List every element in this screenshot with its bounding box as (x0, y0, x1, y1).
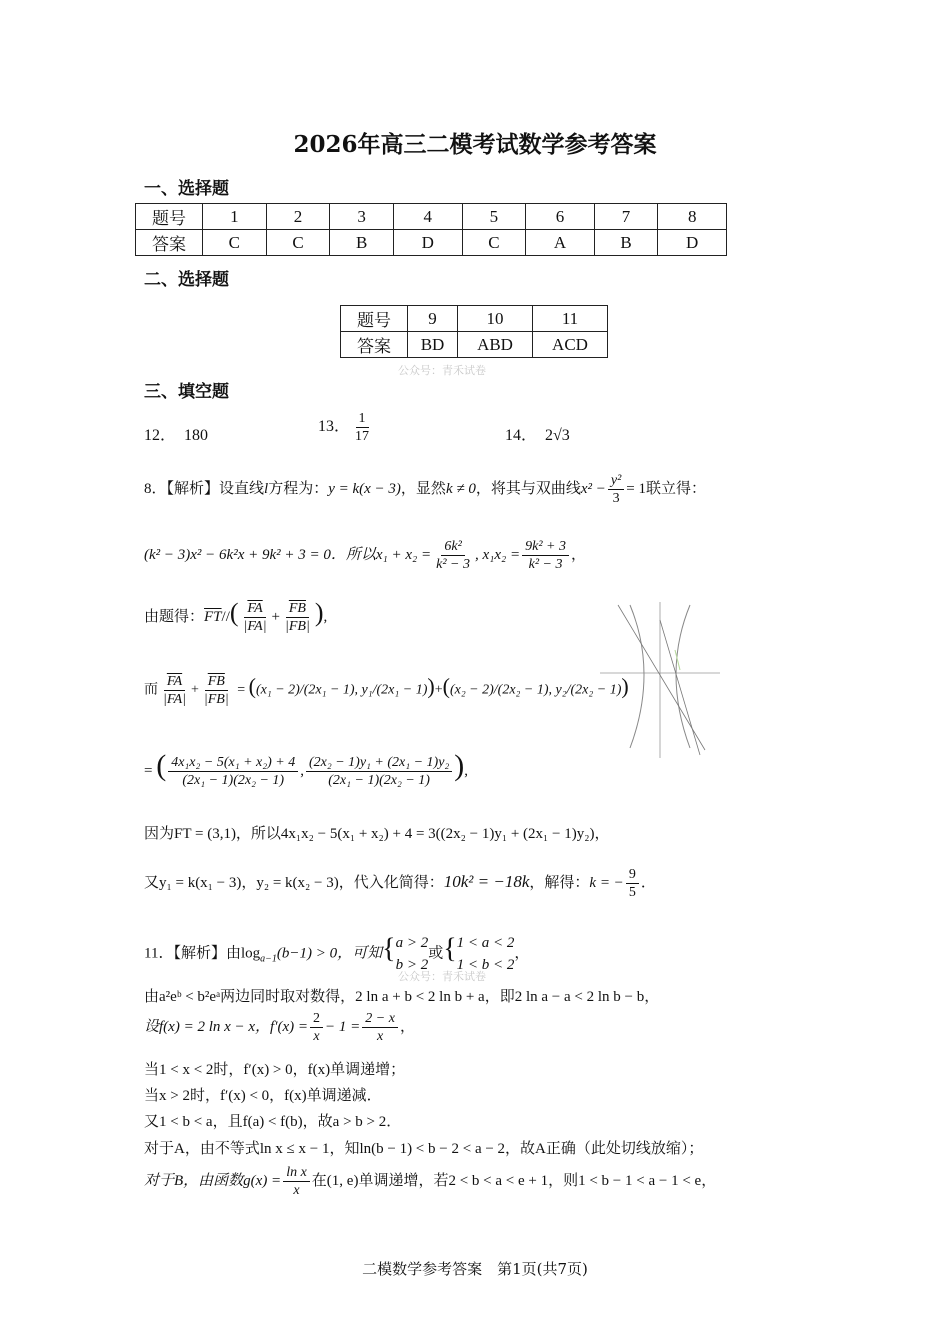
fraction (433, 538, 473, 573)
math-expr: 10k² = −18k (443, 871, 530, 891)
text-run: ， (514, 945, 530, 962)
table-row (136, 204, 727, 230)
answer-14-label: 14． (505, 427, 538, 444)
table-cell: C (266, 230, 330, 256)
text-run: 方程为： (268, 480, 329, 497)
text-run: 11．【解析】由 (144, 945, 241, 962)
fraction-numerator: y² (608, 472, 624, 490)
fraction-numerator: ln x (283, 1164, 310, 1182)
text-run: 又y₁ = k(x₁ − 3)，y₂ = k(x₂ − 3)，代入化简得： (144, 874, 444, 891)
math-expr: y = k(x − 3) (328, 480, 401, 497)
fraction-denominator: x (313, 1029, 320, 1044)
sol11-line-6: 又1 < b < a，且f(a) < f(b)，故a > b > 2． (144, 1114, 402, 1130)
answer-14 (505, 422, 570, 445)
system-row: 1 < a < 2 (456, 935, 515, 951)
system-row: a > 2 (395, 935, 429, 951)
table-cell: D (394, 230, 463, 256)
math-expr: , x₁x₂ = (475, 546, 521, 563)
sol11-line-4: 当1 < x < 2时，f′(x) > 0，f(x)单调递增； (144, 1062, 406, 1078)
sol8-line-5: = ( $\frac{\text{4x₁x₂ − 5(x₁ + x₂) + 4}}{\text{(2x₁ − 1)(2x₂ − 1)}}$ , $\frac{\text{(2x₂ − 1)y₁ + (2x₁ − 1)y₂}}{\text{(2x₁ − 1)(2x₂ − 1)}}$ ), (144, 749, 469, 789)
fraction-numerator: $\overline{FA}$ (244, 600, 265, 618)
text-run: 而 (144, 682, 158, 698)
table-cell: ABD (458, 332, 533, 358)
text-run: // (221, 609, 230, 625)
sol11-line-8 (144, 1164, 716, 1199)
table-cell: 11 (533, 306, 608, 332)
fraction-denominator: x (293, 1183, 300, 1198)
fraction-denominator: |FB| (203, 692, 229, 707)
fraction (310, 1010, 323, 1045)
table-cell: 7 (594, 204, 658, 230)
math-symbol: l (264, 480, 269, 497)
fraction-numerator: 9 (626, 866, 639, 884)
text-run: ， (570, 546, 586, 563)
system-row: b > 2 (395, 957, 429, 973)
sol8-line-3: 由题得：$\overline{FT}//$( $\frac{\overline{FA}}{|FA|}$ + $\frac{\overline{FB}}{|FB|}$ ), (144, 598, 328, 635)
watermark-text: 公众号：青禾试卷 (398, 970, 486, 983)
fraction (608, 472, 624, 507)
answer-13 (318, 410, 374, 445)
math-expr: (x₁ − 2)/(2x₁ − 1), y₁/(2x₁ − 1) (255, 682, 428, 698)
math-expr: (b−1) > 0，可知 (276, 945, 383, 962)
sol8-lead: 8．【解析】设直线 (144, 480, 265, 497)
system-row: 1 < b < 2 (456, 957, 515, 973)
page-title: 2026年高三二模考试数学参考答案 (293, 131, 657, 158)
sol11-line-5: 当x > 2时，f′(x) < 0，f(x)单调递减． (144, 1088, 382, 1104)
table-cell: 4 (394, 204, 463, 230)
secant-line (660, 620, 700, 755)
table-cell: 3 (330, 204, 394, 230)
table-cell: 1 (203, 204, 267, 230)
table-row (341, 332, 608, 358)
fraction-denominator: |FA| (163, 692, 186, 707)
math-expr: x₁ + x₂ = (375, 546, 432, 563)
table-cell: BD (408, 332, 458, 358)
text-run: ，显然 (400, 480, 446, 497)
sol11-line-2: 由a²eᵇ < b²eᵃ两边同时取对数得，2 ln a + b < 2 ln b + a，即2 ln a − a < 2 ln b − b， (144, 989, 660, 1005)
section-heading-fill: 三、填空题 (144, 382, 229, 402)
sol11-line-7: 对于A，由不等式ln x ≤ x − 1，知ln(b − 1) < b − 2 < a − 2，故A正确（此处切线放缩）； (144, 1141, 704, 1157)
fraction (626, 866, 639, 901)
fraction (241, 600, 270, 635)
table-row (341, 306, 608, 332)
answer-12-label: 12． (144, 427, 177, 444)
sol11-line-1: 11．【解析】由$\log_{a-1}(b-1) > 0$，可知{ a > 2 b > 2 或{ 1 < a < 2 1 < b < 2 ， (144, 932, 529, 976)
table-cell: 9 (408, 306, 458, 332)
fraction-numerator: 2 (310, 1010, 323, 1028)
text-run: 由题得： (144, 609, 205, 625)
text-run: 或 (428, 945, 444, 962)
watermark-text: 公众号：青禾试卷 (398, 364, 486, 377)
hyperbola-right-branch (676, 605, 690, 748)
table-cell: B (330, 230, 394, 256)
sol8-line-6: 因为FT = (3,1)，所以4x₁x₂ − 5(x₁ + x₂) + 4 = 3((2x₂ − 1)y₁ + (2x₁ − 1)y₂)， (144, 826, 610, 842)
math-expr: 设f(x) = 2 ln x − x，f′(x) = (144, 1018, 309, 1035)
table-cell: 6 (526, 204, 595, 230)
answer-table-1 (135, 203, 727, 256)
fraction-numerator: 1 (356, 410, 369, 428)
sol8-line-7: 又y₁ = k(x₁ − 3)，y₂ = k(x₂ − 3)，代入化简得：10k² = −18k，解得：k = − $\frac{9}{5}$ ． (144, 867, 656, 900)
fraction (160, 673, 189, 708)
fraction-denominator: (2x₁ − 1)(2x₂ − 1) (328, 773, 430, 789)
fraction-denominator: k² − 3 (528, 557, 563, 572)
answer-13-label: 13． (318, 418, 351, 436)
fraction-numerator: 2 − x (362, 1010, 398, 1028)
math-expr: log (240, 945, 261, 962)
fraction (522, 538, 569, 573)
text-run: = 1联立得： (626, 480, 707, 497)
fraction (168, 754, 298, 789)
section-heading-multi: 二、选择题 (144, 270, 229, 290)
math-expr: 对于B，由函数g(x) = (144, 1172, 282, 1189)
answer-table-2 (340, 305, 608, 358)
table-header-cell: 题号 (341, 306, 408, 332)
fraction-denominator: 5 (628, 885, 636, 900)
section-heading-choice: 一、选择题 (144, 179, 229, 199)
text-run: ，解得： (529, 874, 590, 891)
fraction (362, 1010, 398, 1045)
fraction-numerator: $\overline{FB}$ (205, 673, 228, 691)
page-footer: 二模数学参考答案 第1页(共7页) (362, 1260, 588, 1278)
answer-14-value: 2√3 (545, 427, 570, 444)
text-run: 在(1, e)单调递增，若2 < b < a < e + 1，则1 < b − 1 < a − 1 < e， (311, 1172, 717, 1189)
fraction-denominator: 17 (355, 429, 370, 444)
math-expr: (k² − 3)x² − 6k²x + 9k² + 3 = 0．所以 (144, 546, 376, 563)
table-cell: A (526, 230, 595, 256)
table-cell: B (594, 230, 658, 256)
sol8-line-2 (144, 538, 586, 573)
fraction-denominator: (2x₁ − 1)(2x₂ − 1) (182, 773, 285, 789)
fraction-numerator: 9k² + 3 (522, 538, 569, 556)
math-subscript: a−1 (260, 953, 277, 965)
hyperbola-figure (600, 600, 720, 760)
table-header-cell: 答案 (341, 332, 408, 358)
table-cell: 10 (458, 306, 533, 332)
table-cell: C (203, 230, 267, 256)
answer-13-fraction (352, 410, 372, 445)
answer-12-value: 180 (184, 427, 209, 444)
sol8-line-4: 而 $\frac{\overline{FA}}{|FA|}$ + $\frac{\overline{FB}}{|FB|}$ = ((x₁ − 2)/(2x₁ − 1), y₁/(2x₁ − 1))+((x₂ − 2)/(2x₂ − 1), y₂/(2x₂ − 1)) (144, 673, 629, 707)
fraction-denominator: x (376, 1029, 384, 1044)
table-header-cell: 答案 (136, 230, 203, 256)
sol8-line-1 (144, 472, 706, 507)
fraction-denominator: k² − 3 (436, 557, 470, 572)
text-run: ，将其与双曲线 (475, 480, 581, 497)
fraction-denominator: 3 (612, 491, 620, 506)
math-expr: k = − (589, 874, 624, 891)
fraction-numerator: (2x₂ − 1)y₁ + (2x₁ − 1)y₂ (306, 754, 452, 772)
table-row (136, 230, 727, 256)
fraction-numerator: 4x₁x₂ − 5(x₁ + x₂) + 4 (168, 754, 298, 772)
table-cell: 8 (658, 204, 727, 230)
text-run: ， (399, 1018, 415, 1035)
table-header-cell: 题号 (136, 204, 203, 230)
fraction (282, 600, 313, 635)
math-expr: k ≠ 0 (445, 480, 476, 497)
hyperbola-left-branch (630, 605, 644, 748)
fraction (306, 754, 452, 789)
fraction-numerator: $\overline{FB}$ (286, 600, 309, 618)
math-expr: − 1 = (325, 1018, 361, 1035)
fraction-numerator: 6k² (441, 538, 464, 556)
fraction (201, 673, 232, 708)
math-expr: (x₂ − 2)/(2x₂ − 1), y₂/(2x₂ − 1) (449, 682, 622, 698)
table-cell: 5 (462, 204, 526, 230)
sol11-line-3 (144, 1010, 415, 1045)
answer-12 (144, 422, 208, 445)
fraction-denominator: |FB| (285, 619, 310, 635)
fraction (283, 1164, 310, 1199)
table-cell: C (462, 230, 526, 256)
math-expr: x² − (580, 480, 606, 497)
fraction-numerator: $\overline{FA}$ (164, 673, 185, 691)
table-cell: ACD (533, 332, 608, 358)
vector-symbol: $\overline{FT}$ (204, 609, 222, 625)
table-cell: D (658, 230, 727, 256)
fraction-denominator: |FA| (243, 619, 267, 635)
table-cell: 2 (266, 204, 330, 230)
